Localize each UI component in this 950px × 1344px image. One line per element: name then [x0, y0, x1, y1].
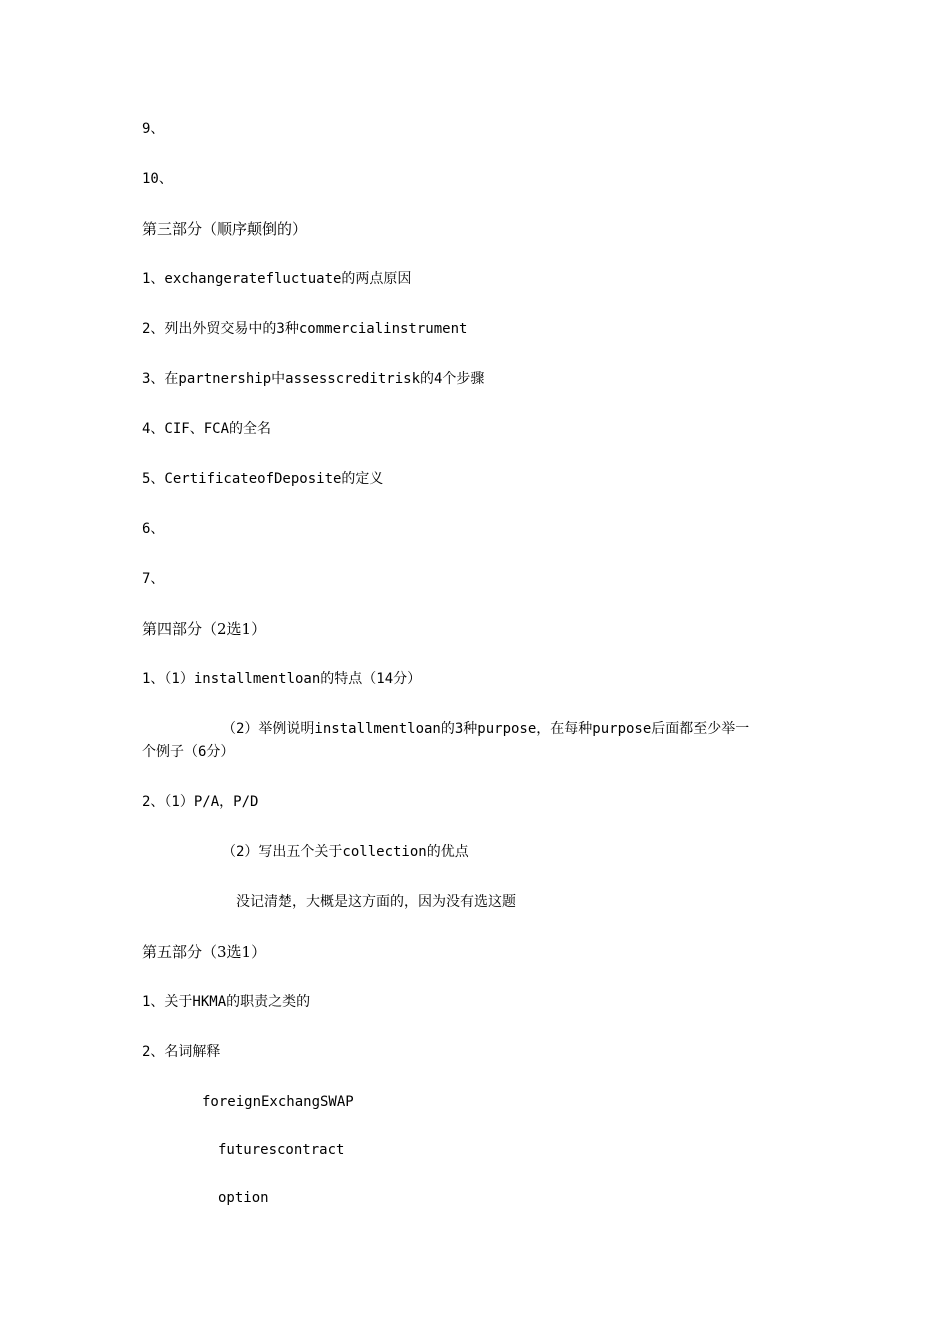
list-item-part5-2: 2、名词解释: [142, 1044, 221, 1060]
list-item-part3-6: 6、: [142, 521, 165, 537]
section-heading-part4: 第四部分（2选1）: [142, 620, 267, 638]
list-item-10: 10、: [142, 171, 173, 187]
list-item-part3-5: 5、CertificateofDeposite的定义: [142, 471, 384, 487]
term-futures-contract: futurescontract: [218, 1142, 345, 1158]
list-item-part3-2: 2、列出外贸交易中的3种commercialinstrument: [142, 321, 468, 337]
note-text: 没记清楚，大概是这方面的，因为没有选这题: [236, 894, 516, 910]
section-heading-part5: 第五部分（3选1）: [142, 943, 267, 961]
list-item-part4-2a: 2、（1）P/A，P/D: [142, 794, 259, 810]
list-item-part3-4: 4、CIF、FCA的全名: [142, 421, 272, 437]
list-item-part4-1b-line2: 个例子（6分）: [142, 744, 235, 760]
list-item-part4-1a: 1、（1）installmentloan的特点（14分）: [142, 671, 422, 687]
list-item-part3-1: 1、exchangeratefluctuate的两点原因: [142, 271, 412, 287]
list-item-part4-2b: （2）写出五个关于collection的优点: [222, 844, 469, 860]
term-option: option: [218, 1190, 269, 1206]
term-foreign-exchange-swap: foreignExchangSWAP: [202, 1094, 354, 1110]
section-heading-part3: 第三部分（顺序颠倒的）: [142, 220, 308, 238]
list-item-9: 9、: [142, 121, 165, 137]
list-item-part3-7: 7、: [142, 571, 165, 587]
list-item-part4-1b-line1: （2）举例说明installmentloan的3种purpose，在每种purpose后面都至少举一: [222, 721, 750, 737]
list-item-part5-1: 1、关于HKMA的职责之类的: [142, 994, 311, 1010]
list-item-part3-3: 3、在partnership中assesscreditrisk的4个步骤: [142, 371, 485, 387]
